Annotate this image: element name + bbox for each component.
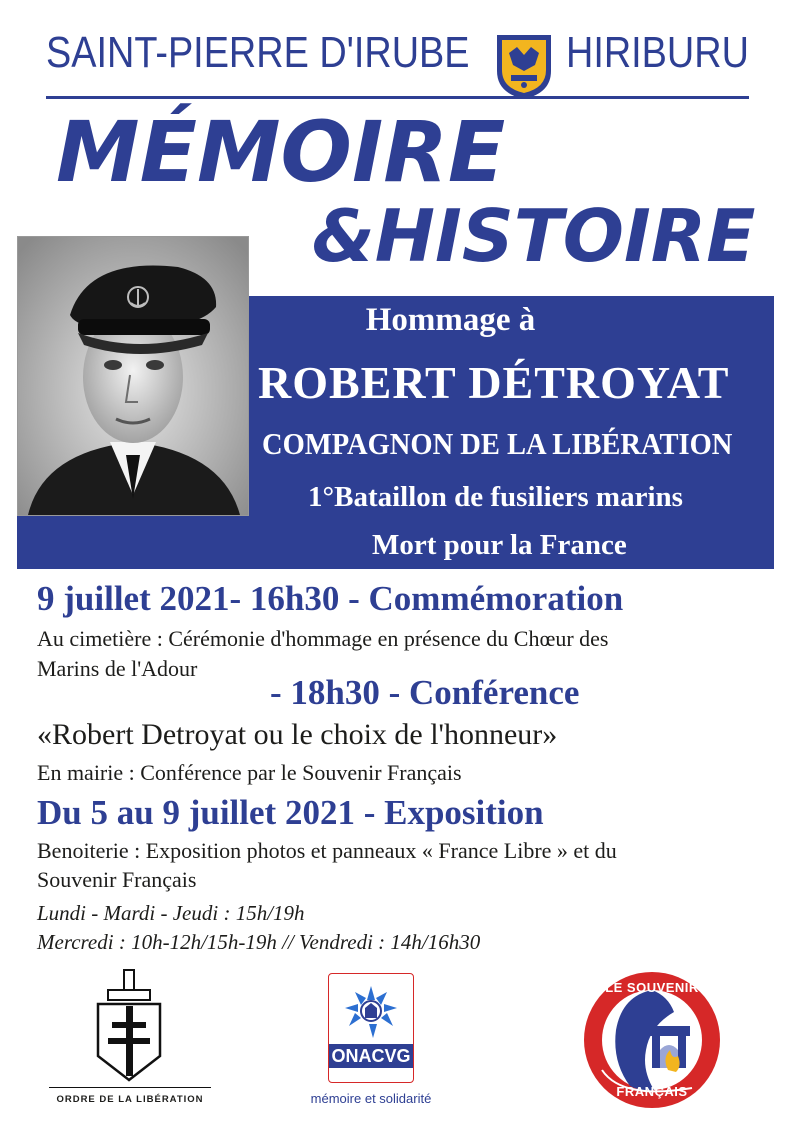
portrait-photo [17, 236, 249, 516]
commemoration-text-2: Marins de l'Adour [37, 656, 198, 681]
conference-heading: - 18h30 - Conférence [270, 673, 580, 712]
onacvg-name: ONACVG [331, 1046, 411, 1066]
souvenir-top-text: LE SOUVENIR [605, 980, 699, 995]
panel-name: ROBERT DÉTROYAT [258, 357, 730, 408]
panel-compagnon: COMPAGNON DE LA LIBÉRATION [262, 426, 733, 461]
onacvg-tagline: mémoire et solidarité [310, 1091, 432, 1106]
hours-line-1: Lundi - Mardi - Jeudi : 15h/19h [37, 901, 305, 925]
header-underline [46, 96, 749, 99]
panel-hommage: Hommage à [365, 302, 536, 338]
ordre-liberation-logo [88, 968, 170, 1086]
title-histoire: &HISTOIRE [312, 194, 756, 278]
onacvg-logo [328, 973, 414, 1083]
ordre-divider [49, 1087, 211, 1088]
town-name-left: SAINT-PIERRE D'IRUBE [46, 28, 470, 77]
panel-mort: Mort pour la France [372, 529, 627, 561]
title-memoire: MÉMOIRE [56, 103, 506, 201]
onacvg-band [329, 1044, 413, 1068]
cornflower-icon [329, 978, 413, 1050]
commemoration-text-1: Au cimetière : Cérémonie d'hommage en présence du Chœur des [37, 626, 609, 651]
exposition-text-2: Souvenir Français [37, 867, 197, 892]
exposition-text-1: Benoiterie : Exposition photos et panneaux « France Libre » et du [37, 838, 617, 863]
commemoration-heading: 9 juillet 2021- 16h30 - Commémoration [37, 579, 624, 618]
exposition-heading: Du 5 au 9 juillet 2021 - Exposition [37, 793, 544, 832]
conference-title: «Robert Detroyat ou le choix de l'honneur» [37, 718, 558, 751]
ordre-liberation-label: ORDRE DE LA LIBÉRATION [56, 1094, 204, 1105]
town-crest-icon [491, 31, 557, 101]
panel-bataillon: 1°Bataillon de fusiliers marins [308, 481, 683, 513]
souvenir-bottom-text: FRANÇAIS [616, 1084, 688, 1099]
conference-text: En mairie : Conférence par le Souvenir Français [37, 760, 462, 785]
hours-line-2: Mercredi : 10h-12h/15h-19h // Vendredi : 14h/16h30 [37, 930, 481, 954]
souvenir-francais-logo [582, 970, 722, 1110]
town-name-right: HIRIBURU [566, 28, 749, 77]
